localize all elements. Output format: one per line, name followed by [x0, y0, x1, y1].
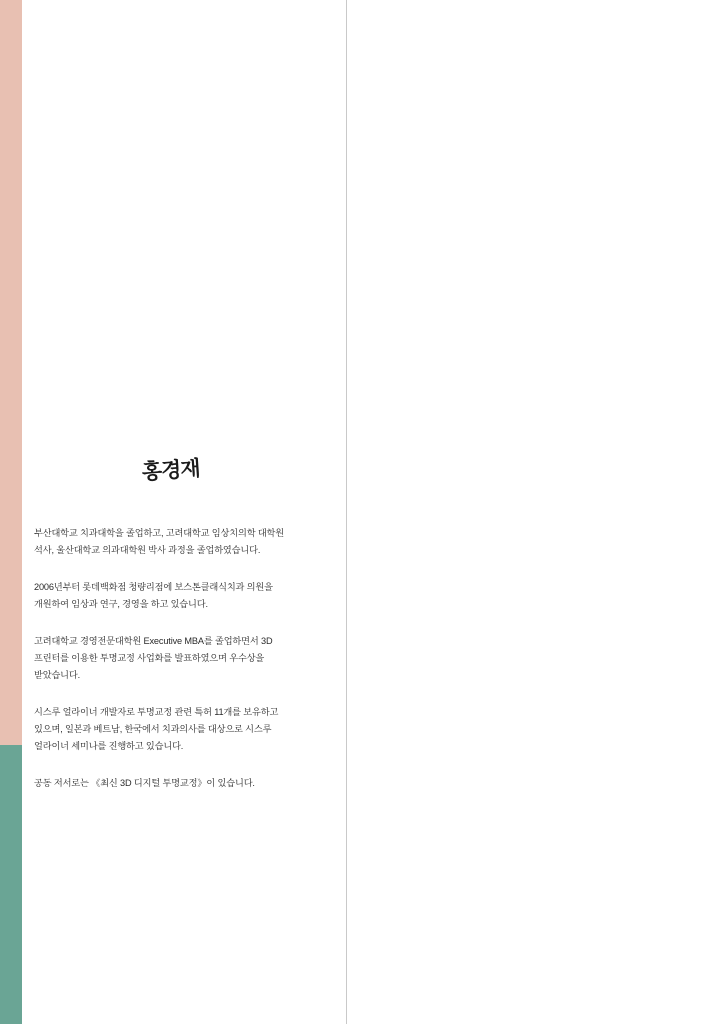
- author-profile-content: [34, 0, 324, 1024]
- bio-paragraph: 고려대학교 경영전문대학원 Executive MBA를 졸업하면서 3D 프린터를 이용한 투명교정 사업화를 발표하였으며 우수상을 받았습니다.: [34, 636, 273, 681]
- edge-band-top-segment: [0, 0, 22, 745]
- bio-paragraph: 2006년부터 롯데백화점 청량리점에 보스톤클래식치과 의원을 개원하여 임상과 연구, 경영을 하고 있습니다.: [34, 582, 273, 610]
- page-edge-color-band: [0, 0, 22, 1024]
- author-signature: 홍경재: [141, 456, 201, 485]
- author-bio: [34, 525, 306, 792]
- edge-band-bottom-segment: [0, 745, 22, 1024]
- page-gutter-rule: [346, 0, 347, 1024]
- bio-paragraph: 시스루 얼라이너 개발자로 투명교정 관련 특허 11개를 보유하고 있으며, 일본과 베트남, 한국에서 치과의사를 대상으로 시스루 얼라이너 세미나를 진행하고 있습니다.: [34, 707, 279, 752]
- bio-paragraph: 공동 저서로는 《최신 3D 디지털 투명교정》이 있습니다.: [34, 778, 255, 789]
- bio-paragraph: 부산대학교 치과대학을 졸업하고, 고려대학교 임상치의학 대학원 석사, 울산대학교 의과대학원 박사 과정을 졸업하였습니다.: [34, 528, 284, 556]
